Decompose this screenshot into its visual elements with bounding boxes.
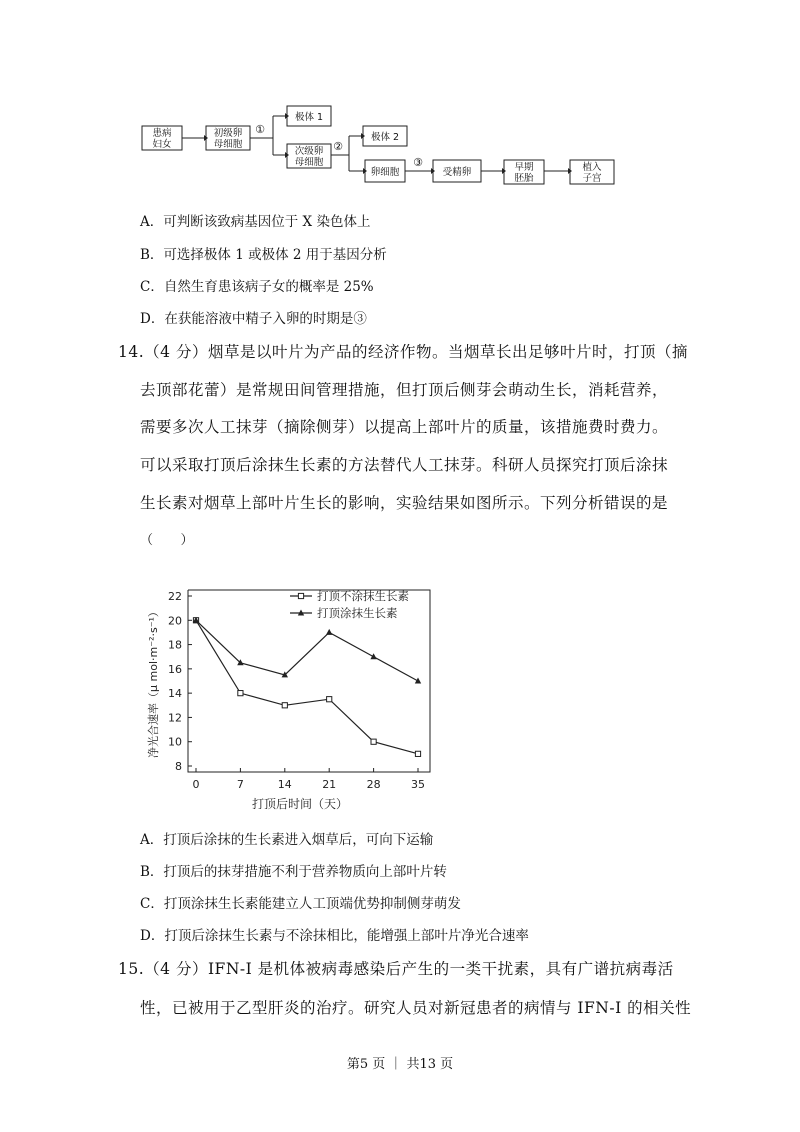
square-marker (371, 739, 376, 744)
fc-early-embryo: 早期胚胎 (514, 162, 534, 184)
x-axis-label: 打顶后时间（天） (251, 797, 349, 811)
y-axis-label: 净光合速率（μ mol·m⁻²·s⁻¹） (147, 606, 160, 758)
q14-line-2: 去顶部花蕾）是常规田间管理措施，但打顶后侧芽会萌动生长，消耗营养， (140, 381, 669, 399)
fc-polar-body-1: 极体 1 (294, 112, 324, 123)
q14-line-3: 需要多次人工抹芽（摘除侧芽）以提高上部叶片的质量，该措施费时费力。 (140, 418, 669, 436)
q14-line-1: 14.（4 分）烟草是以叶片为产品的经济作物。当烟草长出足够叶片时，打顶（摘 (118, 343, 688, 361)
q14-answer-blank: （ ） (140, 533, 195, 548)
legend-label: 打顶不涂抹生长素 (317, 589, 409, 603)
q15-line-1: 15.（4 分）IFN-I 是机体被病毒感染后产生的一类干扰素，具有广谱抗病毒活 (118, 960, 674, 978)
square-marker (282, 703, 287, 708)
fc-step-1: ① (255, 123, 265, 136)
x-tick-label: 21 (322, 778, 337, 791)
page-footer: 第5 页 ｜ 共13 页 (346, 1057, 454, 1072)
x-tick-label: 7 (236, 778, 244, 791)
fc-primary-oocyte: 初级卵母细胞 (213, 128, 243, 150)
fc-egg: 卵细胞 (370, 167, 400, 178)
y-tick-label: 16 (168, 662, 182, 676)
fc-polar-body-2: 极体 2 (370, 132, 400, 143)
fc-step-3: ③ (413, 156, 423, 169)
triangle-marker (370, 653, 376, 659)
legend-label: 打顶涂抹生长素 (317, 606, 398, 620)
x-tick-label: 28 (366, 778, 381, 791)
photosynthesis-line-chart (140, 572, 460, 817)
x-tick-label: 35 (411, 778, 425, 791)
y-tick-label: 20 (168, 614, 182, 628)
fc-implant: 植入子宫 (582, 162, 602, 184)
q13-option-b: B．可选择极体 1 或极体 2 用于基因分析 (140, 247, 387, 263)
x-tick-label: 0 (192, 778, 200, 791)
x-tick-label: 14 (277, 778, 292, 791)
triangle-marker (326, 629, 332, 635)
fc-secondary-oocyte: 次级卵母细胞 (294, 146, 324, 168)
series-line-1 (196, 620, 418, 754)
q14-option-c: C．打顶涂抹生长素能建立人工顶端优势抑制侧芽萌发 (140, 896, 461, 912)
y-tick-label: 12 (168, 711, 182, 725)
oogenesis-flowchart (130, 98, 620, 193)
q14-option-d: D．打顶后涂抹生长素与不涂抹相比，能增强上部叶片净光合速率 (140, 928, 529, 944)
q13-option-d: D．在获能溶液中精子入卵的时期是③ (140, 311, 367, 327)
fc-step-2: ② (333, 140, 343, 153)
y-tick-label: 18 (168, 638, 182, 652)
square-marker (327, 697, 332, 702)
q13-option-c: C．自然生育患该病子女的概率是 25% (140, 279, 374, 295)
legend-square-icon (298, 593, 303, 598)
q13-option-a: A．可判断该致病基因位于 X 染色体上 (140, 214, 371, 230)
series-line-2 (196, 620, 418, 681)
q14-line-5: 生长素对烟草上部叶片生长的影响，实验结果如图所示。下列分析错误的是 (140, 494, 669, 512)
triangle-marker (415, 678, 421, 684)
fc-patient: 患病妇女 (152, 128, 172, 150)
y-tick-label: 22 (168, 590, 182, 603)
y-tick-label: 8 (175, 760, 182, 773)
q14-option-a: A．打顶后涂抹的生长素进入烟草后，可向下运输 (140, 832, 434, 848)
q15-line-2: 性，已被用于乙型肝炎的治疗。研究人员对新冠患者的病情与 IFN-I 的相关性 (140, 999, 692, 1017)
fc-fertilized-egg: 受精卵 (442, 167, 472, 178)
square-marker (238, 691, 243, 696)
y-tick-label: 10 (168, 735, 182, 749)
q14-option-b: B．打顶后的抹芽措施不利于营养物质向上部叶片转 (140, 864, 447, 880)
square-marker (415, 751, 420, 756)
y-tick-label: 14 (168, 687, 182, 701)
q14-line-4: 可以采取打顶后涂抹生长素的方法替代人工抹芽。科研人员探究打顶后涂抹 (140, 456, 669, 474)
